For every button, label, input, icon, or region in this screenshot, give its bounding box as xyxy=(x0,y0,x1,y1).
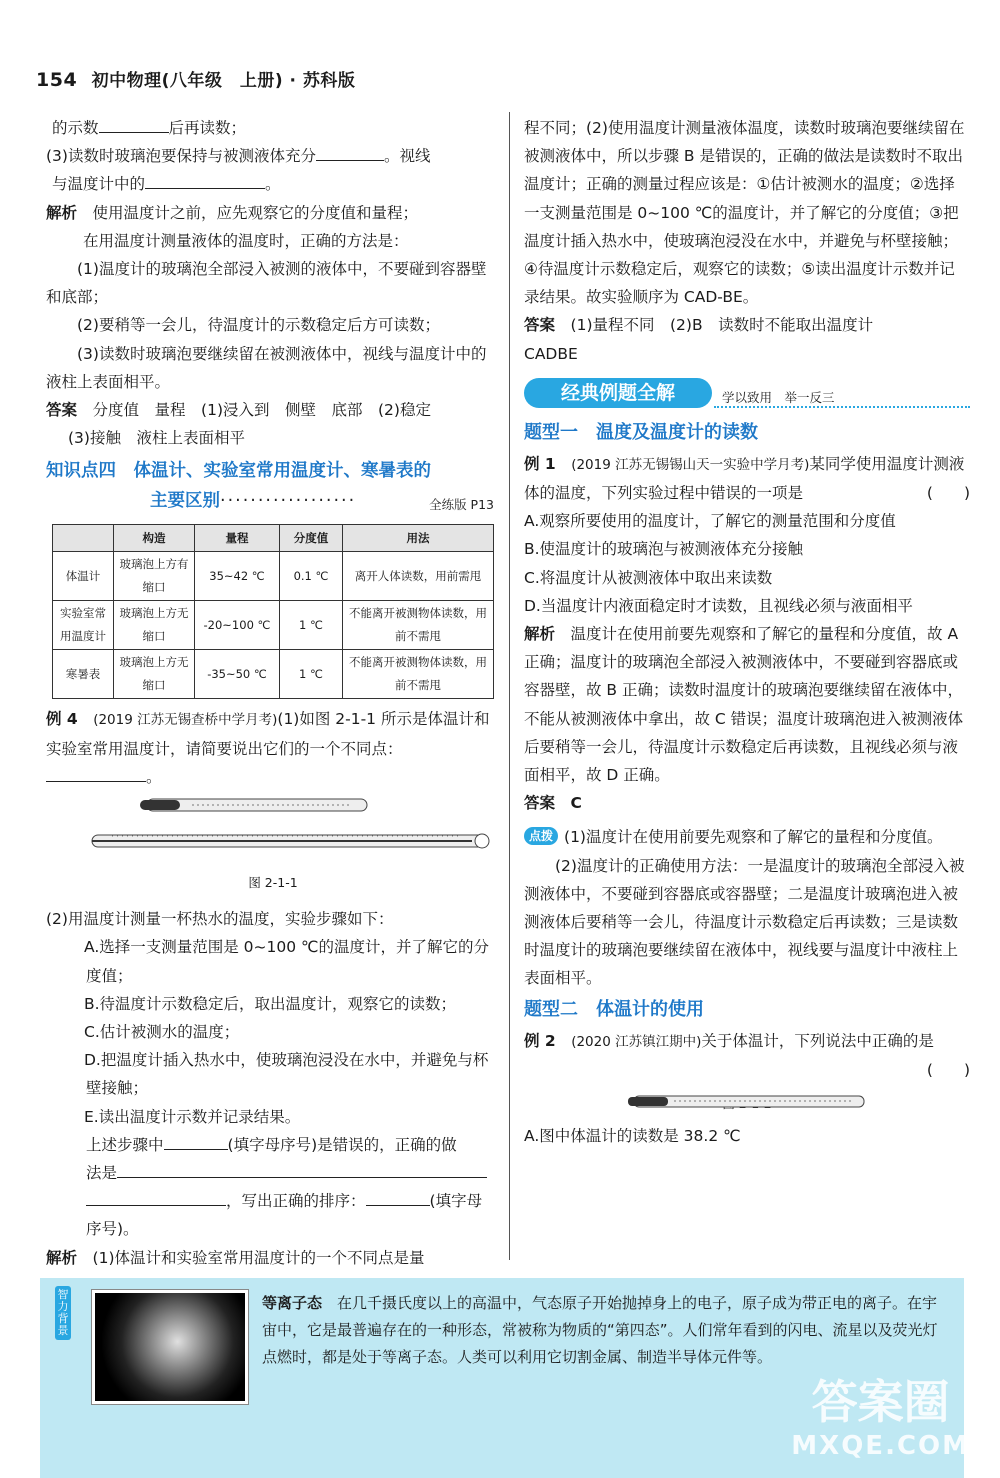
kp-reference: 全练版 P13 xyxy=(429,497,494,513)
table-row xyxy=(53,601,494,650)
text-line: 与温度计中的 。 xyxy=(52,170,494,198)
table-cell: 不能离开被测物体读数，用前不需甩 xyxy=(343,601,494,650)
step-item: D.把温度计插入热水中，使玻璃泡浸没在水中，并避免与杯壁接触； xyxy=(84,1051,489,1098)
table-cell: 1 ℃ xyxy=(280,601,343,650)
kp-title-2: 主要区别 xyxy=(150,491,220,512)
divider xyxy=(714,406,970,408)
question-type-heading: 题型二 体温计的使用 xyxy=(524,998,704,1020)
table-cell: 体温计 xyxy=(53,552,114,601)
answer-blank[interactable] xyxy=(316,142,384,161)
answer-blank[interactable] xyxy=(117,1159,487,1178)
comparison-table xyxy=(52,524,494,699)
answer-line: CADBE xyxy=(524,344,578,363)
table-cell: 玻璃泡上方无缩口 xyxy=(114,601,195,650)
table-header-row xyxy=(53,525,494,552)
tip-line: (2)温度计的正确使用方法：一是温度计的玻璃泡全部浸入被测液体中，不要碰到容器底或容器壁；二是温度计玻璃泡进入被测液体后要稍等一会儿，待温度计示数稳定后再读数；三是读数时温度计的玻璃泡要继续留在液体中，视线要与温度计中液柱上表面相平。 xyxy=(524,856,965,988)
example-2: 例 2 (2020 江苏镇江期中)关于体温计，下列说法中正确的是 ( ) xyxy=(524,1031,970,1079)
fill-line: ，写出正确的排序： (填字母 xyxy=(52,1187,494,1215)
table-header: 用法 xyxy=(343,525,494,552)
watermark-url: MXQE.COM xyxy=(791,1431,970,1461)
table-cell: -35~50 ℃ xyxy=(195,650,280,699)
option-a: A.图中体温计的读数是 38.2 ℃ xyxy=(524,1127,741,1146)
table-cell: 实验室常用温度计 xyxy=(53,601,114,650)
answer-blank[interactable] xyxy=(99,114,169,133)
text-line: (3)读数时玻璃泡要保持与被测液体充分 。视线 xyxy=(46,142,494,170)
fill-line: 上述步骤中 (填字母序号)是错误的，正确的做 xyxy=(52,1131,494,1159)
answer: 答案 C xyxy=(524,794,582,813)
option-d: D.当温度计内液面稳定时才读数，且视线必须与液面相平 xyxy=(524,596,913,615)
fill-line: 序号)。 xyxy=(86,1220,139,1239)
table-cell: 玻璃泡上方有缩口 xyxy=(114,552,195,601)
answer-blank[interactable] xyxy=(46,763,146,782)
section-subtitle: 学以致用 举一反三 xyxy=(722,389,835,405)
step-item: C.估计被测水的温度； xyxy=(84,1023,240,1042)
step-item: E.读出温度计示数并记录结果。 xyxy=(84,1107,301,1126)
analysis: 解析 温度计在使用前要先观察和了解它的量程和分度值，故 A 正确；温度计的玻璃泡全部浸入被测液体中，不要碰到容器底或容器壁，故 B 正确；读数时温度计的玻璃泡要继续留在液体中，不能从被测液体中拿出，故 C 错误；温度计玻璃泡进入被测液体后要稍等一会儿，待温度计示数稳定后再读数，且视线必须与液面相平，故 D 正确。 xyxy=(524,625,964,785)
analysis-line: 在用温度计测量液体的温度时，正确的方法是： xyxy=(83,231,409,250)
text-line: 的示数 后再读数； xyxy=(52,114,494,142)
left-column xyxy=(46,114,494,1272)
box-side-label: 智力背景 xyxy=(55,1286,71,1340)
analysis-line: (2)要稍等一会儿，待温度计的示数稳定后方可读数； xyxy=(77,316,440,335)
table-cell: 玻璃泡上方无缩口 xyxy=(114,650,195,699)
answer: 答案 分度值 量程 (1)浸入到 侧壁 底部 (2)稳定 xyxy=(46,401,431,420)
box-term: 等离子态 xyxy=(262,1294,323,1312)
table-header: 分度值 xyxy=(280,525,343,552)
table-cell: 1 ℃ xyxy=(280,650,343,699)
right-column xyxy=(524,114,970,1150)
step-item: A.选择一支测量范围是 0~100 ℃的温度计，并了解它的分度值； xyxy=(84,938,489,985)
table-cell: 不能离开被测物体读数，用前不需甩 xyxy=(343,650,494,699)
figure-caption: 图 2-1-1 xyxy=(248,875,298,891)
book-title: 初中物理(八年级 上册) · 苏科版 xyxy=(91,71,356,91)
body-thermometer-figure xyxy=(524,1056,970,1090)
analysis: 解析 使用温度计之前，应先观察它的分度值和量程； xyxy=(46,203,419,222)
step-item: B.待温度计示数稳定后，取出温度计，观察它的读数； xyxy=(84,994,457,1013)
answer-line: (3)接触 液柱上表面相平 xyxy=(68,429,245,448)
table-cell: 离开人体读数，用前需甩 xyxy=(343,552,494,601)
column-divider xyxy=(509,112,510,1260)
table-cell: -20~100 ℃ xyxy=(195,601,280,650)
table-header: 构造 xyxy=(114,525,195,552)
watermark-logo: 答案圈 xyxy=(811,1375,950,1429)
table-cell: 寒暑表 xyxy=(53,650,114,699)
knowledge-point-heading: 知识点四 体温计、实验室常用温度计、寒暑表的 主要区别·················· 全练版 P13 xyxy=(46,456,494,516)
thermometer-figure xyxy=(52,791,494,869)
answer: 答案 (1)量程不同 (2)B 读数时不能取出温度计 xyxy=(524,316,874,335)
table-cell: 0.1 ℃ xyxy=(280,552,343,601)
body-thermometer-illustration xyxy=(524,1084,970,1118)
example-1: 例 1 (2019 江苏无锡锡山天一实验中学月考)某同学使用温度计测液体的温度，下列实验过程中错误的一项是 ( ) xyxy=(524,454,970,503)
option-b: B.使温度计的玻璃泡与被测液体充分接触 xyxy=(524,540,804,559)
option-c: C.将温度计从被测液体中取出来读数 xyxy=(524,568,773,587)
watermark xyxy=(791,1375,970,1468)
kp-label: 知识点四 xyxy=(46,461,116,482)
section-badge: 经典例题全解 xyxy=(524,378,712,408)
example-4: 例 4 (2019 江苏无锡查桥中学月考)(1)如图 2-1-1 所示是体温计和实验室常用温度计，请简要说出它们的一个不同点：。 xyxy=(46,710,490,786)
tip: 点拨 (1)温度计在使用前要先观察和了解它的量程和分度值。 xyxy=(524,823,970,851)
box-body: 在几千摄氏度以上的高温中，气态原子开始抛掉身上的电子，原子成为带正电的离子。在宇宙中，它是最普遍存在的一种形态，常被称为物质的“第四态”。人们常年看到的闪电、流星以及荧光灯点燃时，都是处于等离子态。人类可以利用它切割金属、制造半导体元件等。 xyxy=(262,1294,938,1366)
table-row xyxy=(53,650,494,699)
answer-blank[interactable] xyxy=(145,170,265,189)
analysis-line: (3)读数时玻璃泡要继续留在被测液体中，视线与温度计中的液柱上表面相平。 xyxy=(46,344,487,391)
table-header xyxy=(53,525,114,552)
table-row xyxy=(53,552,494,601)
plasma-photo xyxy=(92,1290,248,1404)
analysis-line: (1)温度计的玻璃泡全部浸入被测的液体中，不要碰到容器壁和底部； xyxy=(46,260,487,307)
tip-badge: 点拨 xyxy=(524,827,558,845)
question-text: (2)用温度计测量一杯热水的温度，实验步骤如下： xyxy=(46,910,394,929)
section-banner xyxy=(524,376,970,412)
question-type-heading: 题型一 温度及温度计的读数 xyxy=(524,421,758,443)
page-number: 154 xyxy=(36,69,78,91)
table-cell: 35~42 ℃ xyxy=(195,552,280,601)
kp-title: 体温计、实验室常用温度计、寒暑表的 xyxy=(133,461,431,482)
analysis: 解析 (1)体温计和实验室常用温度计的一个不同点是量 xyxy=(46,1248,425,1267)
answer-blank[interactable] xyxy=(366,1187,430,1206)
option-a: A.观察所要使用的温度计，了解它的测量范围和分度值 xyxy=(524,512,896,531)
fill-line: 法是 xyxy=(52,1159,494,1187)
box-text xyxy=(262,1290,952,1371)
analysis-continued: 程不同；(2)使用温度计测量液体温度，读数时玻璃泡要继续留在被测液体中，所以步骤 B 是错误的，正确的做法是读数时不取出温度计；正确的测量过程应该是：①估计被测水的温度；②选择一支测量范围是 0~100 ℃的温度计，并了解它的分度值；③把温度计插入热水中，使玻璃泡浸没在水中，并避免与杯壁接触；④待温度计示数稳定后，观察它的读数；⑤读出温度计示数并记录结果。故实验顺序为 CAD-BE。 xyxy=(524,119,965,307)
answer-blank[interactable] xyxy=(86,1187,226,1206)
table-header: 量程 xyxy=(195,525,280,552)
thermometer-illustration xyxy=(52,791,494,869)
page-header xyxy=(36,66,355,91)
answer-blank[interactable] xyxy=(164,1131,228,1150)
